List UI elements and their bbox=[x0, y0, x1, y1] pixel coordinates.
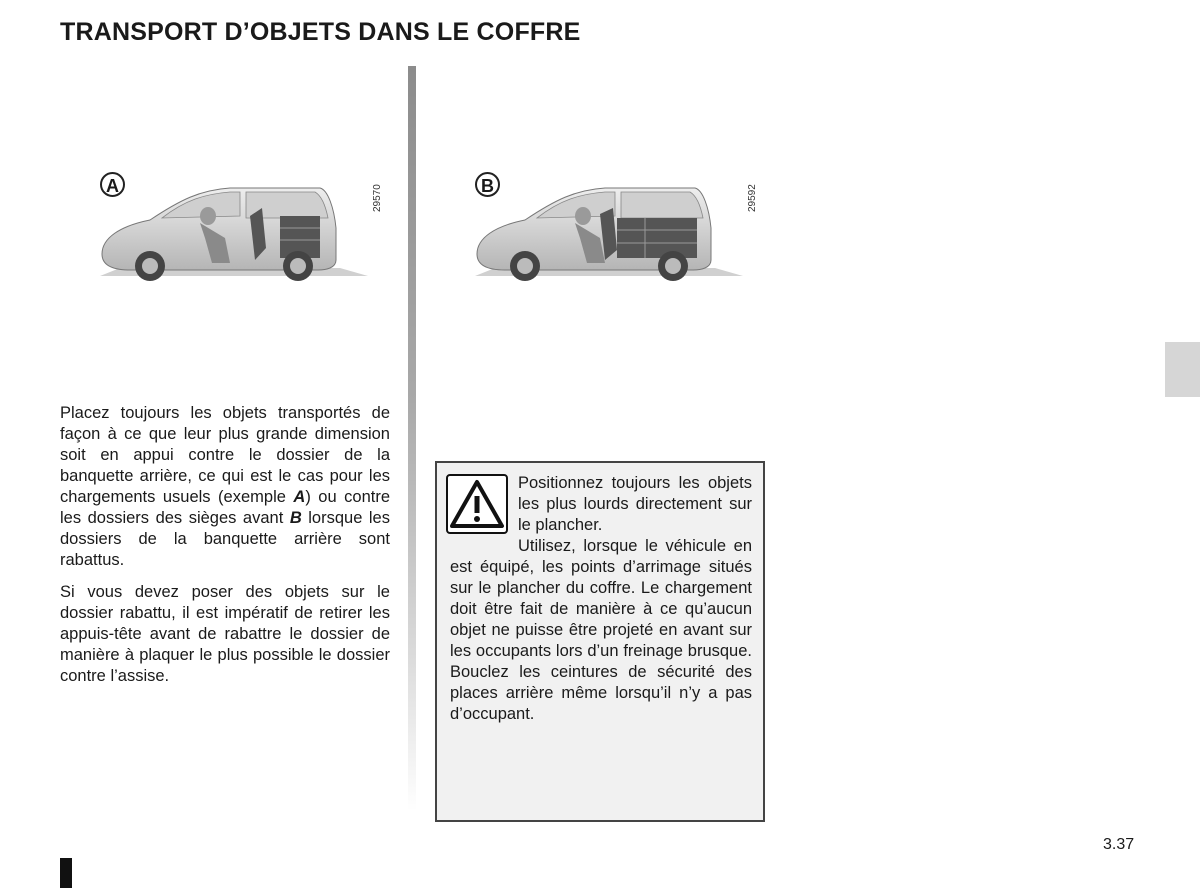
body-paragraph-2: Si vous devez poser des objets sur le dossier rabattu, il est impératif de retirer les appuis-tête avant de rabattre le dossier de manière à plaquer le plus possible le dossier contre l’assise. bbox=[60, 583, 390, 685]
figure-a-callout: A bbox=[100, 172, 125, 197]
page-title: TRANSPORT D’OBJETS DANS LE COFFRE bbox=[60, 18, 581, 46]
figure-a-code: 29570 bbox=[372, 184, 383, 212]
column-divider bbox=[408, 66, 416, 811]
page-number: 3.37 bbox=[1103, 836, 1135, 853]
figure-b-callout: B bbox=[475, 172, 500, 197]
warning-box bbox=[435, 461, 765, 822]
car-illustration-a bbox=[90, 168, 390, 288]
chapter-tab bbox=[1165, 342, 1200, 397]
warning-paragraph-1: Positionnez toujours les objets les plus lourds directement sur le plancher. bbox=[518, 474, 752, 534]
body-text bbox=[60, 403, 390, 698]
warning-text bbox=[450, 473, 752, 725]
car-illustration-b bbox=[465, 168, 765, 288]
body-paragraph-1: Placez toujours les objets transportés de façon à ce que leur plus grande dimension soit en appui contre le dossier de la banquette arrière, ce qui est le cas pour les chargements usuels (exemple A) ou contre les dossiers des sièges avant B lorsque les dossiers de la banquette arrière sont rabattus. bbox=[60, 404, 391, 569]
figure-b-code: 29592 bbox=[747, 184, 758, 212]
figure-b bbox=[465, 168, 765, 288]
warning-paragraph-2: Utilisez, lorsque le véhicule en est équipé, les points d’arrimage situés sur le plancher du coffre. Le chargement doit être fait de manière à ce qu’aucun objet ne puisse être projeté en avant sur les occupants lors d’un freinage brusque. Bouclez les ceintures de sécurité des places arrière même lorsqu’il n’y a pas d’occupant. bbox=[450, 537, 752, 723]
figure-a bbox=[90, 168, 390, 288]
page-edge-mark bbox=[60, 858, 72, 888]
